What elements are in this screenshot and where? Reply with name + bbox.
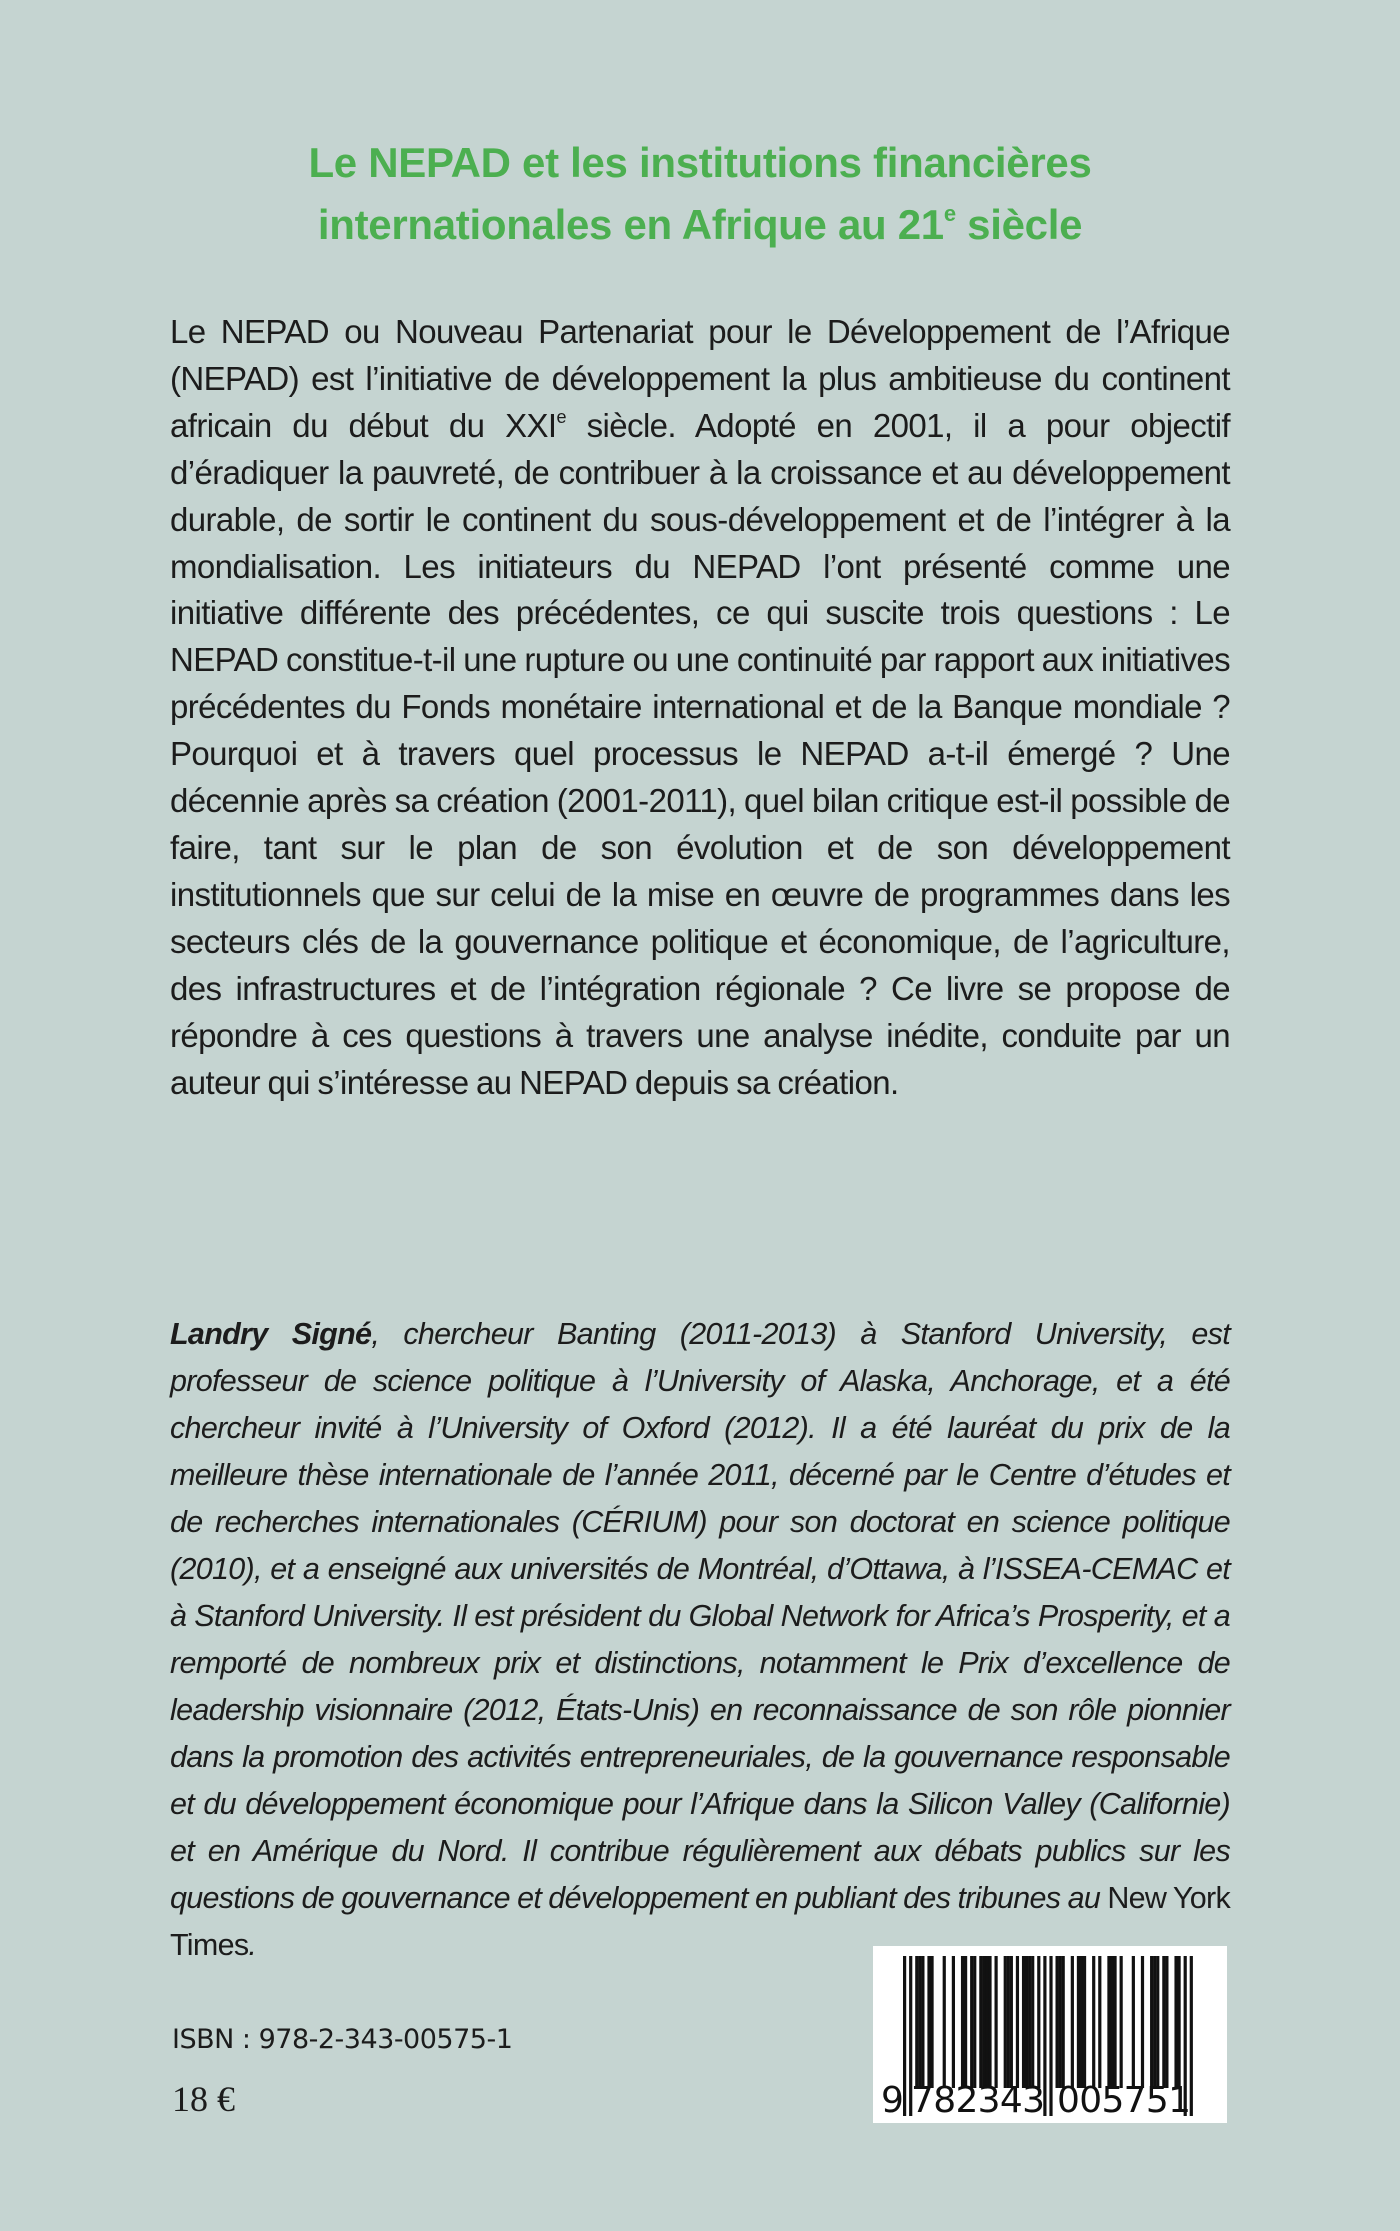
price-label: 18 € — [172, 2079, 235, 2119]
svg-text:9: 9 — [881, 2080, 904, 2121]
svg-text:782343: 782343 — [911, 2080, 1045, 2121]
ean13-barcode-icon — [873, 1946, 1227, 2123]
title-line-2: internationales en Afrique au 21e siècle — [317, 201, 1083, 249]
summary-superscript: e — [556, 406, 566, 427]
book-title — [0, 132, 1400, 256]
title-superscript: e — [943, 201, 956, 227]
author-name: Landry Signé — [170, 1316, 372, 1351]
publication-name: New York Times — [170, 1880, 1230, 1962]
author-bio: Landry Signé, chercheur Banting (2011-2013) à Stanford University, est professeur de science politique à l’University of Alaska, Anchorage, et a été chercheur invité à l’University of Oxford (2012). Il a été lauréat du prix de la meilleure thèse internationale de l’année 2011, décerné par le Centre d’études et de recherches internationales (CÉRIUM) pour son doctorat en science politique (2010), et a enseigné aux universités de Montréal, d’Ottawa, à l’ISSEA-CEMAC et à Stanford University. Il est président du Global Network for Africa’s Prosperity, et a remporté de nombreux prix et distinctions, notamment le Prix d’excellence de leadership visionnaire (2012, États-Unis) en reconnaissance de son rôle pionnier dans la promotion des activités entrepreneuriales, de la gouvernance responsable et du développement économique pour l’Afrique dans la Silicon Valley (Californie) et en Amérique du Nord. Il contribue régulièrement aux débats publics sur les questions de gouvernance et développement en publiant des tribunes au New York Times. — [170, 1316, 1230, 1962]
barcode — [873, 1946, 1227, 2123]
title-line-1: Le NEPAD et les institutions financières — [308, 139, 1092, 187]
svg-text:005751: 005751 — [1057, 2080, 1191, 2121]
book-summary: Le NEPAD ou Nouveau Partenariat pour le Développement de l’Afrique (NEPAD) est l’initiative de développement la plus ambitieuse du continent africain du début du XXIe siècle. Adopté en 2001, il a pour objectif d’éradiquer la pauvreté, de contribuer à la croissance et au développement durable, de sortir le continent du sous-développement et de l’intégrer à la mondialisation. Les initiateurs du NEPAD l’ont présenté comme une initiative différente des précédentes, ce qui suscite trois questions : Le NEPAD constitue-t-il une rupture ou une continuité par rapport aux initiatives précédentes du Fonds monétaire international et de la Banque mondiale ? Pourquoi et à travers quel processus le NEPAD a-t-il émergé ? Une décennie après sa création (2001-2011), quel bilan critique est-il possible de faire, tant sur le plan de son évolution et de son développement institutionnels que sur celui de la mise en œuvre de programmes dans les secteurs clés de la gouvernance politique et économique, de l’agriculture, des infrastructures et de l’intégration régionale ? Ce livre se propose de répondre à ces questions à travers une analyse inédite, conduite par un auteur qui s’intéresse au NEPAD depuis sa création. — [170, 313, 1230, 1101]
isbn-label: ISBN : 978-2-343-00575-1 — [172, 2024, 513, 2055]
